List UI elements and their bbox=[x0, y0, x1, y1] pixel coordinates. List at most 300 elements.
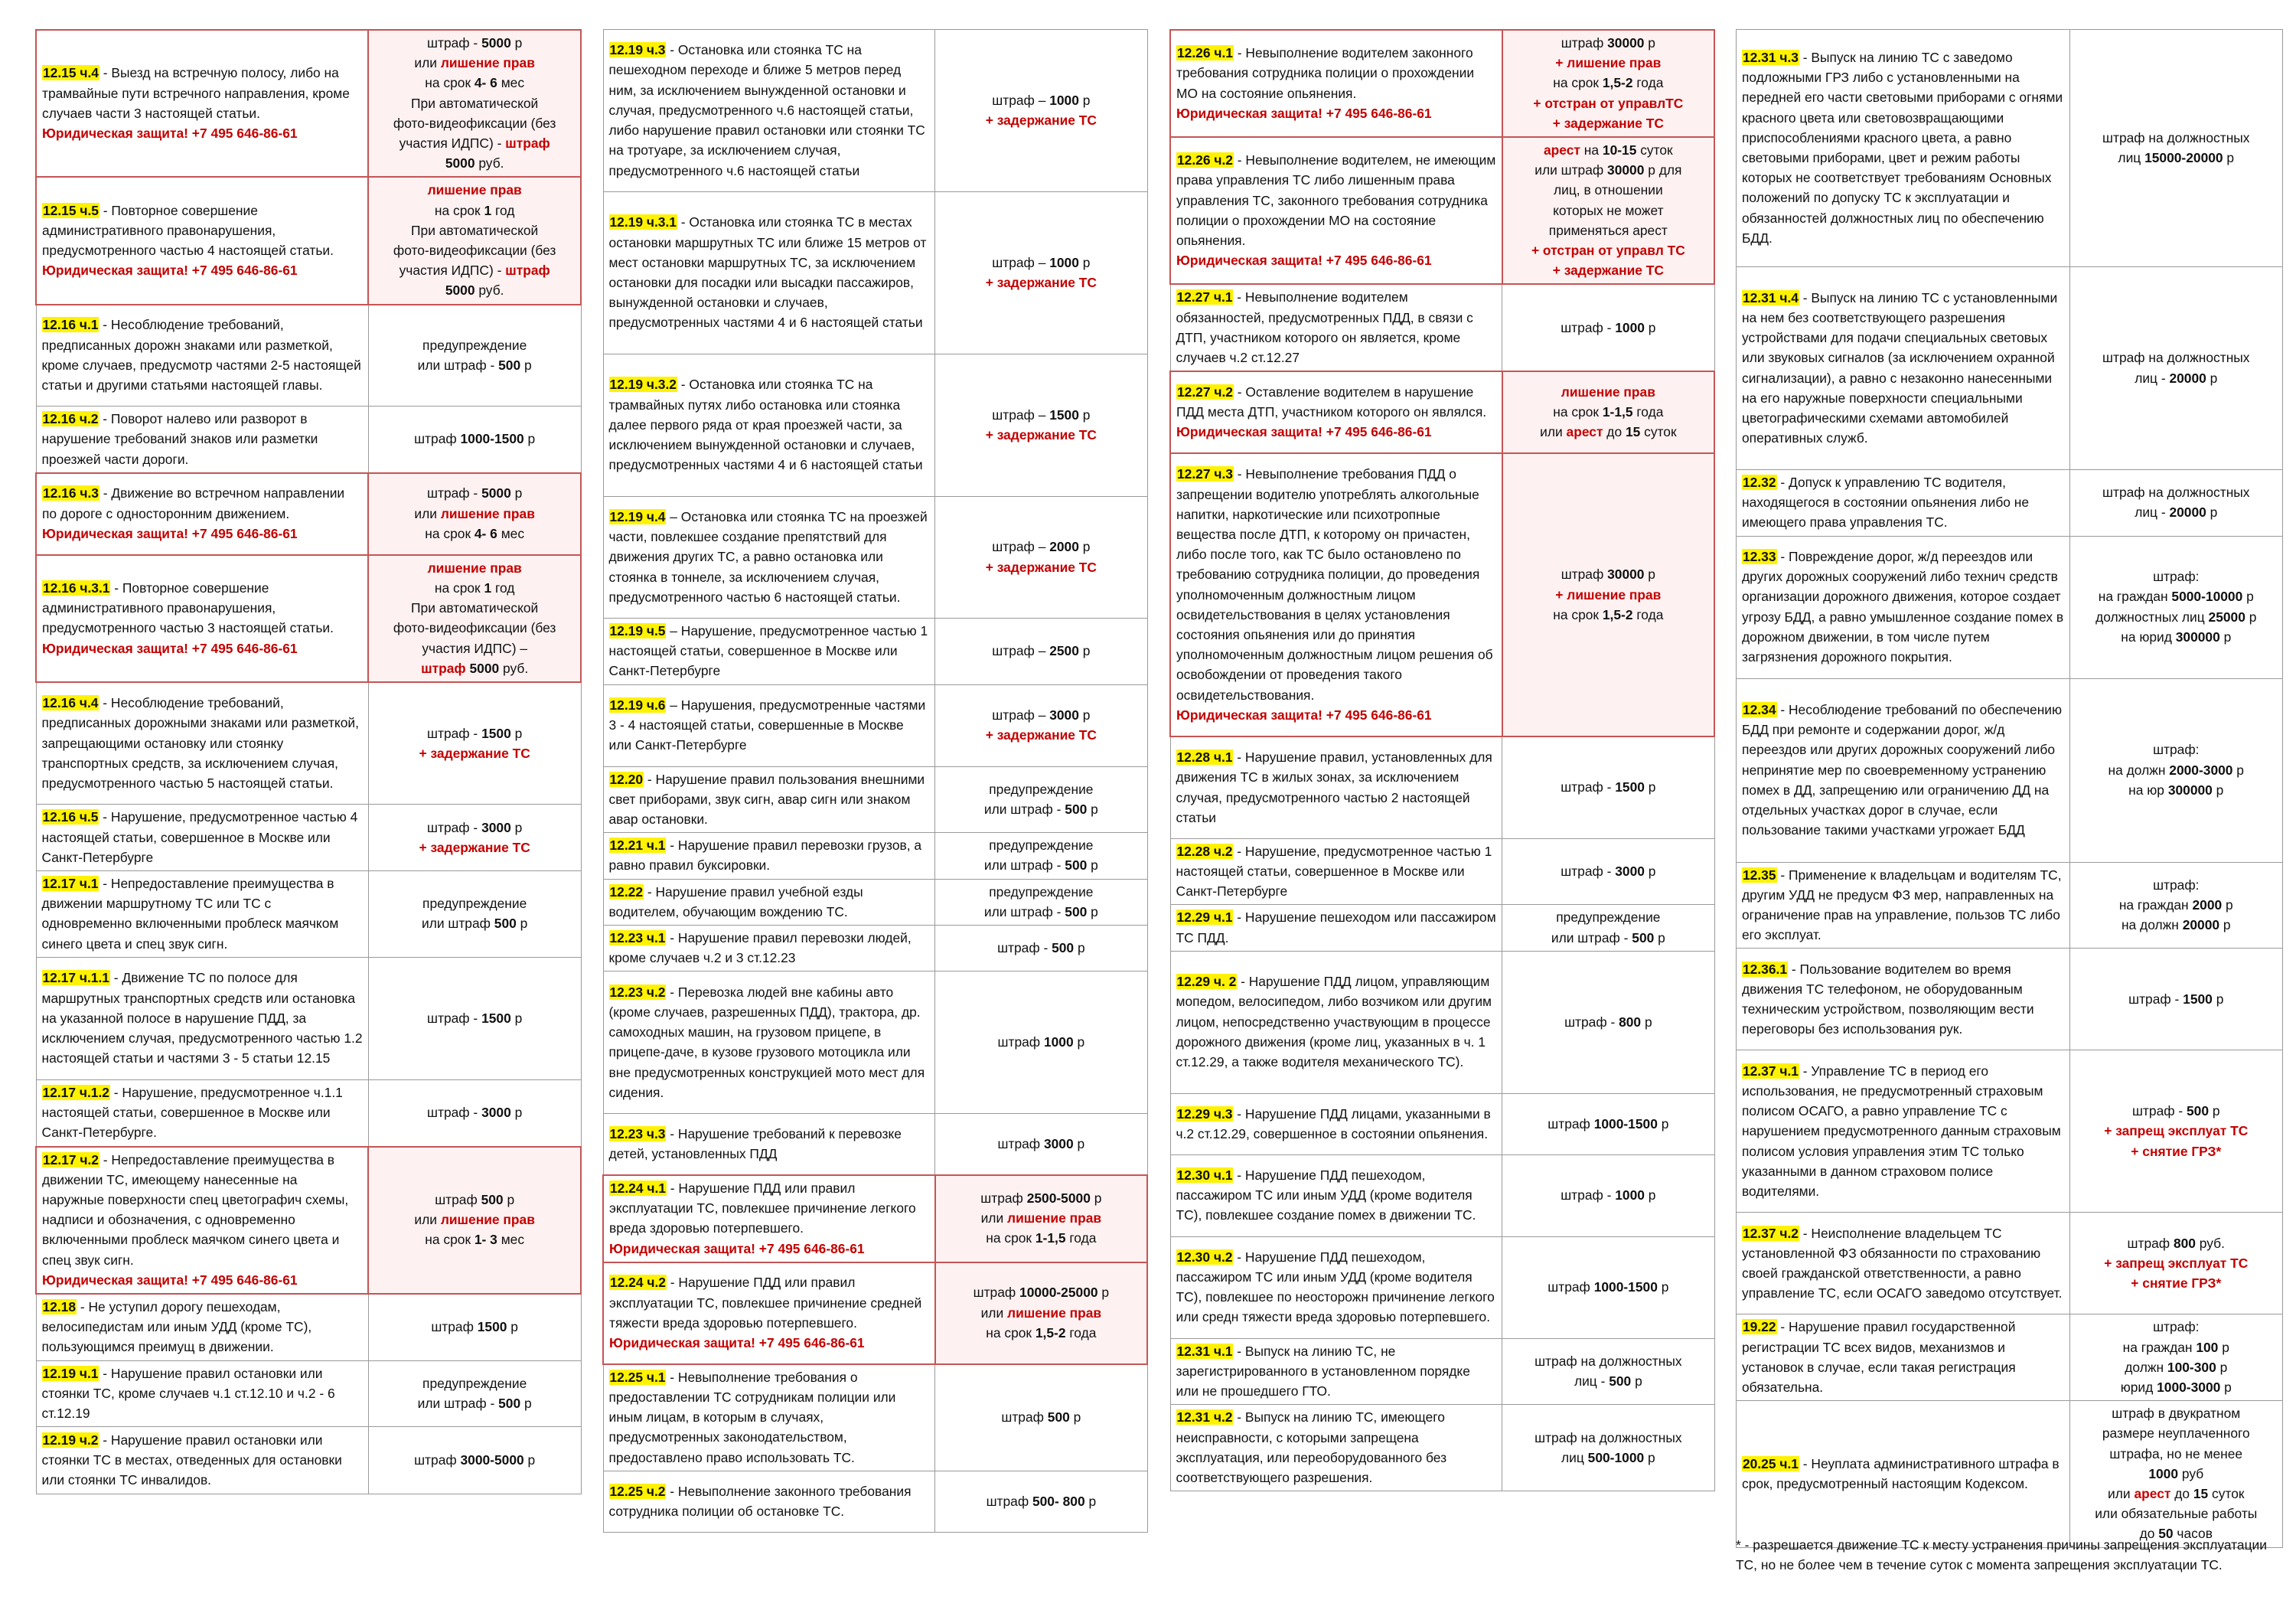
penalty-text: юрид bbox=[2120, 1380, 2157, 1396]
article-number: 12.30 ч.2 bbox=[1176, 1249, 1233, 1265]
penalty-line bbox=[374, 113, 575, 133]
table-row bbox=[1170, 905, 1714, 951]
article-number: 12.24 ч.2 bbox=[610, 1275, 666, 1291]
penalty-text: на срок bbox=[986, 1324, 1035, 1341]
article-text: - Нарушение правил государственной регистрации ТС всех видов, механизмов и установок в случае, если такая регистрация обязательна. bbox=[1742, 1319, 2016, 1396]
penalty-text: мес bbox=[497, 75, 525, 91]
penalty-text: р bbox=[1644, 35, 1655, 51]
article-text: – Остановка или стоянка ТС на проезжей части, повлекшее создание препятствий для движения других ТС, а равно остановка или стоянка в тоннеле, за исключением случая, предусмотренного частью 6 настоящей статьи. bbox=[608, 508, 928, 605]
article-description-cell bbox=[603, 972, 935, 1114]
article-description-cell bbox=[1170, 371, 1502, 453]
penalty-cell bbox=[368, 1147, 581, 1294]
penalty-line bbox=[941, 938, 1141, 958]
article-text: - Нарушение правил остановки или стоянки ТС, кроме случаев ч.1 ст.12.10 и ч.2 - 6 ст.12.19 bbox=[41, 1365, 335, 1421]
penalty-line bbox=[1508, 585, 1708, 605]
table-row bbox=[603, 30, 1147, 192]
article-text: - Нарушение ПДД лицами, указанными в ч.2 ст.12.29, совершенное в состоянии опьянения. bbox=[1176, 1105, 1491, 1141]
article-number: 12.17 ч.2 bbox=[43, 1151, 99, 1167]
article-number: 12.35 bbox=[1743, 867, 1776, 883]
penalty-text: р bbox=[1644, 567, 1655, 583]
penalty-text: штраф - bbox=[1561, 779, 1616, 795]
penalty-cell bbox=[935, 833, 1147, 879]
penalty-line bbox=[2076, 760, 2277, 780]
article-text: - Выпуск на линию ТС, не зарегистрированного в установленном порядке или не прошедшего ГТО. bbox=[1176, 1343, 1470, 1399]
penalty-amount: 500 bbox=[481, 1191, 504, 1207]
penalty-text: штраф - bbox=[427, 1010, 482, 1026]
penalty-text: штраф bbox=[1001, 1409, 1048, 1425]
penalty-amount: 20000 bbox=[2169, 505, 2206, 521]
penalty-amount: 3000 bbox=[1043, 1136, 1074, 1152]
penalty-text: на срок bbox=[1553, 404, 1603, 420]
article-text: - Нарушение правил перевозки людей, кроме случаев ч.2 и 3 ст.12.23 bbox=[608, 930, 912, 966]
penalty-text: р bbox=[2222, 896, 2233, 913]
table-row bbox=[603, 1114, 1147, 1175]
article-text: - Выпуск на линию ТС с заведомо подложными ГРЗ либо с установленными на передней его части световыми приборами с огнями красного цвета или световозвращающими приспособлениями красного цвета, а равно световыми приборами, цвет и режим работы которых не соответствует требованиям Основных положений по допуску ТС к эксплуатации и обязанностей должностных лиц по обеспечению БДД. bbox=[1742, 49, 2063, 246]
penalty-line bbox=[2076, 1121, 2277, 1141]
penalty-text: штраф на должностных bbox=[2102, 129, 2250, 145]
article-description-cell bbox=[36, 177, 368, 304]
table-row bbox=[1737, 30, 2283, 267]
penalty-text: мес bbox=[497, 1232, 525, 1248]
penalty-text: р bbox=[510, 485, 523, 501]
legal-contact: Юридическая защита! +7 495 646-86-61 bbox=[1176, 253, 1432, 269]
penalty-amount: 500-1000 bbox=[1587, 1449, 1645, 1465]
penalty-text: штраф bbox=[1561, 567, 1608, 583]
article-description-cell bbox=[1737, 470, 2070, 537]
table-row bbox=[1170, 453, 1714, 736]
article-number: 12.16 ч.2 bbox=[42, 411, 99, 427]
penalty-cell bbox=[368, 805, 581, 871]
legal-contact: Юридическая защита! +7 495 646-86-61 bbox=[42, 125, 298, 141]
table-row bbox=[603, 1262, 1147, 1364]
article-text: - Выпуск на линию ТС, имеющего неисправности, с которыми запрещена эксплуатация, или переоборудованного без соответствующего разрешения. bbox=[1176, 1409, 1447, 1485]
legal-contact: Юридическая защита! +7 495 646-86-61 bbox=[609, 1240, 865, 1256]
penalty-amount: 5000 bbox=[481, 35, 511, 51]
article-description-cell bbox=[1170, 838, 1502, 905]
article-text: - Выпуск на линию ТС с установленными на нем без соответствующего разрешения устройствами для подачи специальных световых или звуковых сигналов (за исключением охранной сигнализации), а равно с незаконно нанесенными на его наружные поверхности специальными цветографическими схемами автомобилей оперативных служб. bbox=[1742, 289, 2058, 446]
penalty-sanction: + отстран от управлТС bbox=[1533, 95, 1684, 111]
footnote: * - разрешается движение ТС к месту устранения причины запрещения эксплуатации ТС, но не более чем в течение суток с момента запрещения эксплуатации ТС. bbox=[1736, 1537, 2267, 1572]
table-row bbox=[1737, 267, 2283, 470]
penalty-text: р bbox=[1087, 857, 1098, 874]
penalty-cell bbox=[1502, 1405, 1714, 1491]
penalty-line bbox=[2076, 1253, 2277, 1273]
penalty-sanction: лишение прав bbox=[1561, 384, 1655, 400]
penalty-text: р bbox=[1657, 1279, 1669, 1295]
penalty-cell bbox=[2069, 1213, 2282, 1314]
penalty-text: фото-видеофиксации (без bbox=[393, 243, 556, 259]
legal-contact: Юридическая защита! +7 495 646-86-61 bbox=[1176, 707, 1432, 723]
penalty-text: р bbox=[1078, 254, 1091, 270]
table-row bbox=[1737, 1213, 2283, 1314]
penalty-line bbox=[2076, 1101, 2277, 1121]
penalty-text: года bbox=[1632, 404, 1664, 420]
penalty-line bbox=[2076, 1504, 2277, 1523]
article-description-cell bbox=[1737, 1314, 2070, 1401]
penalty-line bbox=[1508, 240, 1708, 260]
penalty-cell bbox=[935, 1471, 1147, 1532]
penalty-text: р bbox=[1087, 903, 1098, 919]
penalty-text: р для bbox=[1644, 162, 1682, 178]
penalty-line bbox=[941, 705, 1141, 725]
penalty-text: руб. bbox=[2195, 1235, 2225, 1251]
penalty-sanction: + задержание ТС bbox=[985, 275, 1097, 290]
table-row bbox=[1737, 536, 2283, 678]
penalty-line bbox=[941, 1282, 1141, 1302]
penalty-cell bbox=[368, 871, 581, 958]
penalty-text: р bbox=[2245, 609, 2257, 625]
penalty-text: р bbox=[1078, 539, 1091, 555]
penalty-line bbox=[1508, 907, 1708, 927]
penalty-amount: 1-1,5 bbox=[1035, 1230, 1066, 1246]
penalty-line bbox=[374, 558, 575, 578]
penalty-amount: 1- 3 bbox=[474, 1232, 497, 1248]
article-description-cell bbox=[1170, 137, 1502, 284]
column-2 bbox=[602, 29, 1148, 1533]
article-text: - Непредоставление преимущества в движении маршрутному ТС или ТС с одновременно включенными проблеск маячком синего цвета и спец звук сигн. bbox=[41, 876, 339, 952]
article-description-cell bbox=[1170, 951, 1502, 1093]
penalty-text: штраф – bbox=[992, 407, 1050, 423]
article-text: - Остановка или стоянка ТС на пешеходном переходе и ближе 5 метров перед ним, за исключением вынужденной остановки и случая, предусмотренного ч.6 настоящей статьи, либо нарушение правил остановки или стоянки ТС на тротуаре, за исключением случая, предусмотренного ч.6 настоящей статьи bbox=[608, 42, 925, 178]
table-row bbox=[603, 926, 1147, 972]
article-description-cell bbox=[36, 871, 368, 958]
penalty-line bbox=[941, 1228, 1141, 1248]
article-description-cell bbox=[36, 1427, 368, 1494]
penalty-line bbox=[1508, 201, 1708, 220]
article-text: - Нарушение правил перевозки грузов, а равно правил буксировки. bbox=[608, 838, 922, 874]
table-row bbox=[1170, 838, 1714, 905]
penalty-text: штрафа, но не менее bbox=[2109, 1445, 2243, 1461]
penalty-text: на срок bbox=[434, 580, 484, 596]
penalty-text: штраф - bbox=[1561, 319, 1616, 335]
penalty-line bbox=[2076, 1444, 2277, 1464]
penalty-text: штраф bbox=[1548, 1115, 1594, 1132]
penalty-cell bbox=[1502, 30, 1714, 137]
penalty-amount: 2500 bbox=[1049, 643, 1079, 659]
penalty-text: на срок bbox=[1553, 606, 1603, 622]
article-text: - Невыполнение водителем обязанностей, предусмотренных ПДД, в связи с ДТП, участником которого он является, кроме случаев ч.2 ст.12.27 bbox=[1176, 289, 1473, 366]
penalty-amount: 1500 bbox=[2183, 991, 2213, 1007]
article-text: - Нарушение правил учебной езды водителем, обучающим вождению ТС. bbox=[608, 883, 863, 919]
penalty-amount: 1,5-2 bbox=[1035, 1324, 1066, 1341]
penalty-line bbox=[2076, 502, 2277, 522]
penalty-amount: 800 bbox=[1619, 1014, 1642, 1030]
penalty-line bbox=[2076, 482, 2277, 502]
article-text: - Нарушение ПДД или правил эксплуатации ТС, повлекшее причинение средней тяжести вреда здоровью потерпевшего. bbox=[609, 1275, 922, 1331]
penalty-text: на срок bbox=[1553, 75, 1603, 91]
table-row bbox=[603, 972, 1147, 1114]
penalty-text: или bbox=[414, 55, 441, 71]
penalty-line bbox=[2076, 1423, 2277, 1443]
penalty-line bbox=[1508, 260, 1708, 280]
penalty-amount: 5000 bbox=[445, 155, 475, 171]
penalty-sanction: + задержание ТС bbox=[419, 745, 530, 761]
article-number: 12.23 ч.1 bbox=[609, 930, 666, 946]
penalty-line bbox=[941, 799, 1141, 819]
penalty-text: штраф – bbox=[992, 539, 1050, 555]
article-description-cell bbox=[36, 473, 368, 555]
penalty-text: штраф: bbox=[2153, 569, 2200, 585]
article-number: 12.16 ч.5 bbox=[42, 809, 99, 825]
article-number: 12.32 bbox=[1743, 475, 1776, 490]
penalty-text: применяться арест bbox=[1548, 222, 1668, 238]
penalty-text: р bbox=[1078, 92, 1091, 108]
article-number: 12.31 ч.1 bbox=[1176, 1343, 1233, 1359]
penalty-text: на граждан bbox=[2122, 1339, 2197, 1355]
article-text: - Невыполнение требования о предоставлении ТС сотрудникам полиции или иным лицам, в которым в случаях, предусмотренных законодательством, предоставлено право использовать ТС. bbox=[608, 1369, 896, 1465]
penalty-text: на юр bbox=[2128, 782, 2168, 798]
penalty-text: р bbox=[1069, 1409, 1081, 1425]
penalty-text: штраф bbox=[973, 1285, 1020, 1301]
penalty-line bbox=[941, 273, 1141, 292]
penalty-line bbox=[1508, 382, 1708, 402]
penalty-line bbox=[941, 902, 1141, 922]
penalty-amount: 500 bbox=[498, 1395, 521, 1411]
article-description-cell bbox=[1170, 1405, 1502, 1491]
table-row bbox=[1737, 949, 2283, 1050]
penalty-amount: 1000-1500 bbox=[1593, 1279, 1658, 1295]
penalty-sanction: штраф bbox=[421, 660, 470, 676]
penalty-line bbox=[1508, 1185, 1708, 1205]
penalty-line bbox=[2076, 627, 2277, 647]
penalty-text: штраф bbox=[1561, 35, 1608, 51]
penalty-line bbox=[1508, 1277, 1708, 1297]
penalty-text: р bbox=[1631, 1373, 1642, 1390]
penalty-text: до bbox=[2170, 1486, 2193, 1502]
penalty-text: предупреждение bbox=[422, 1375, 527, 1391]
penalty-line bbox=[2076, 1357, 2277, 1377]
article-text: – Нарушения, предусмотренные частями 3 - 4 настоящей статьи, совершенные в Москве или Санкт-Петербурге bbox=[608, 697, 926, 753]
penalty-line bbox=[1508, 1114, 1708, 1134]
penalty-amount: 1000-1500 bbox=[460, 431, 524, 447]
article-number: 12.19 ч.5 bbox=[609, 623, 666, 638]
penalty-text: предупреждение bbox=[989, 781, 1094, 797]
article-number: 12.33 bbox=[1743, 549, 1776, 564]
article-description-cell bbox=[1737, 536, 2070, 678]
article-text: - Нарушение, предусмотренное частью 1 настоящей статьи, совершенное в Москве или Санкт-Петербурге bbox=[1176, 843, 1492, 900]
article-description-cell bbox=[36, 305, 368, 407]
table-row bbox=[1170, 30, 1714, 137]
article-description-cell bbox=[1737, 1401, 2070, 1547]
penalty-text: лиц - bbox=[2135, 370, 2170, 386]
penalty-text: При автоматической bbox=[411, 95, 539, 111]
penalty-amount: 500 bbox=[494, 916, 517, 932]
table-row bbox=[1737, 470, 2283, 537]
penalty-text: штраф: bbox=[2153, 1319, 2200, 1335]
penalty-text: р bbox=[1090, 1190, 1102, 1207]
penalty-amount: 10-15 bbox=[1602, 142, 1637, 158]
penalty-line bbox=[1508, 402, 1708, 422]
table-row bbox=[1170, 1154, 1714, 1236]
penalty-sanction: + задержание ТС bbox=[1552, 263, 1664, 279]
penalty-text: на bbox=[1580, 142, 1603, 158]
article-number: 12.19 ч.1 bbox=[42, 1365, 99, 1381]
penalty-text: р bbox=[2218, 1339, 2229, 1355]
penalty-text: участия ИДПС) - bbox=[399, 263, 506, 279]
penalty-amount: 500 bbox=[1632, 929, 1655, 945]
article-number: 12.30 ч.1 bbox=[1176, 1167, 1233, 1183]
penalty-line bbox=[941, 1032, 1141, 1052]
penalty-text: на срок bbox=[425, 1232, 475, 1248]
table-row bbox=[603, 1175, 1147, 1262]
legal-contact: Юридическая защита! +7 495 646-86-61 bbox=[1176, 424, 1432, 440]
table-row bbox=[1170, 371, 1714, 453]
penalty-line bbox=[2076, 1273, 2277, 1293]
penalty-cell bbox=[2069, 1050, 2282, 1213]
article-text: - Нарушение ПДД пешеходом, пассажиром ТС или иным УДД (кроме водителя ТС), повлекшее создание помех в движении ТС. bbox=[1176, 1167, 1476, 1223]
penalty-text: р bbox=[1644, 863, 1656, 879]
penalty-line bbox=[941, 110, 1141, 130]
penalty-line bbox=[1508, 160, 1708, 180]
penalty-amount: 500 bbox=[1065, 903, 1088, 919]
penalty-text: При автоматической bbox=[411, 222, 539, 238]
penalty-text: р bbox=[1654, 929, 1665, 945]
penalty-amount: 30000 bbox=[1607, 35, 1645, 51]
penalty-text: р bbox=[1087, 801, 1098, 817]
penalty-sanction: + задержание ТС bbox=[985, 427, 1097, 442]
article-description-cell bbox=[603, 1364, 935, 1471]
penalty-cell bbox=[935, 354, 1147, 497]
penalty-text: которых не может bbox=[1553, 202, 1664, 218]
article-text: - Невыполнение водителем, не имеющим права управления ТС либо лишенным права управления ТС, законного требования сотрудника полиции о прохождении МО на состояние опьянения. bbox=[1176, 152, 1496, 248]
article-description-cell bbox=[36, 805, 368, 871]
penalty-amount: 50 bbox=[2158, 1526, 2174, 1542]
penalty-text: лиц, в отношении bbox=[1553, 182, 1663, 198]
legal-contact: Юридическая защита! +7 495 646-86-61 bbox=[42, 1272, 298, 1288]
penalty-text: до bbox=[1603, 424, 1626, 440]
penalty-line bbox=[2076, 1141, 2277, 1161]
table-row bbox=[36, 1427, 581, 1494]
penalty-line bbox=[1508, 928, 1708, 948]
article-number: 12.29 ч. 2 bbox=[1176, 974, 1237, 990]
penalty-cell bbox=[1502, 905, 1714, 951]
penalty-text: р bbox=[1657, 1115, 1669, 1132]
penalty-text: лиц - bbox=[1574, 1373, 1609, 1390]
penalty-text: размере неуплаченного bbox=[2102, 1425, 2250, 1442]
penalty-amount: 20000 bbox=[2182, 917, 2220, 933]
penalty-amount: 300000 bbox=[2167, 782, 2213, 798]
penalty-text: или bbox=[414, 505, 441, 521]
article-description-cell bbox=[36, 555, 368, 682]
article-number: 12.31 ч.3 bbox=[1743, 49, 1799, 65]
penalty-cell bbox=[2069, 862, 2282, 949]
article-number: 12.26 ч.2 bbox=[1177, 152, 1233, 168]
table-row bbox=[603, 497, 1147, 619]
article-text: - Нарушение, предусмотренное частью 4 настоящей статьи, совершенное в Москве или Санкт-Петербурге bbox=[41, 809, 358, 865]
penalty-line bbox=[1508, 861, 1708, 881]
penalty-text: р bbox=[2219, 629, 2232, 645]
article-text: - Нарушение ПДД пешеходом, пассажиром ТС или иным УДД (кроме водителя ТС), повлекшее по неосторожн причинение легкого или средн тяжести вреда здоровью потерпевшего. bbox=[1176, 1249, 1495, 1325]
article-description-cell bbox=[603, 879, 935, 925]
penalty-cell bbox=[368, 957, 581, 1079]
penalty-line bbox=[2076, 348, 2277, 367]
fines-table-1 bbox=[35, 29, 582, 1494]
article-number: 12.25 ч.2 bbox=[609, 1483, 666, 1499]
table-row bbox=[36, 1360, 581, 1427]
penalty-line bbox=[374, 1210, 575, 1229]
penalty-line bbox=[1508, 140, 1708, 160]
penalty-text: руб. bbox=[499, 660, 529, 676]
penalty-line bbox=[941, 1188, 1141, 1208]
penalty-cell bbox=[1502, 137, 1714, 284]
penalty-amount: 5000 bbox=[481, 485, 511, 501]
penalty-sanction: арест bbox=[1544, 142, 1580, 158]
table-row bbox=[1737, 1050, 2283, 1213]
penalty-text: на должн bbox=[2121, 917, 2183, 933]
penalty-text: предупреждение bbox=[422, 896, 527, 912]
penalty-line bbox=[2076, 1403, 2277, 1423]
penalty-text: штраф - bbox=[427, 485, 482, 501]
penalty-text: штраф bbox=[997, 1034, 1044, 1050]
penalty-text: р bbox=[2219, 917, 2231, 933]
article-description-cell bbox=[603, 619, 935, 685]
penalty-line bbox=[374, 723, 576, 743]
penalty-text: р bbox=[523, 1452, 536, 1468]
article-text: - Оставление водителем в нарушение ПДД места ДТП, участником которого он являлся. bbox=[1176, 384, 1487, 420]
penalty-cell bbox=[1502, 838, 1714, 905]
article-description-cell bbox=[603, 833, 935, 879]
table-row bbox=[1170, 1093, 1714, 1154]
table-row bbox=[1170, 951, 1714, 1093]
penalty-line bbox=[941, 1134, 1141, 1154]
article-number: 12.26 ч.1 bbox=[1177, 45, 1233, 61]
penalty-line bbox=[374, 133, 575, 153]
penalty-line bbox=[374, 240, 575, 260]
penalty-amount: 1500 bbox=[1615, 779, 1645, 795]
penalty-text: предупреждение bbox=[989, 883, 1094, 900]
penalty-sanction: + запрещ эксплуат ТС bbox=[2104, 1123, 2249, 1139]
penalty-text: год bbox=[491, 202, 515, 218]
penalty-cell bbox=[368, 1294, 581, 1360]
penalty-sanction: + задержание ТС bbox=[1552, 115, 1664, 131]
penalty-amount: 800 bbox=[2173, 1235, 2196, 1251]
article-description-cell bbox=[1170, 1154, 1502, 1236]
penalty-cell bbox=[2069, 267, 2282, 470]
penalty-line bbox=[941, 641, 1141, 661]
table-row bbox=[36, 30, 581, 177]
penalty-text: мес bbox=[497, 525, 525, 541]
penalty-text: р bbox=[510, 1105, 523, 1121]
article-number: 12.17 ч.1.1 bbox=[42, 970, 109, 986]
penalty-amount: 2000 bbox=[2192, 896, 2223, 913]
penalty-text: участия ИДПС) - bbox=[399, 136, 506, 152]
penalty-text: фото-видеофиксации (без bbox=[393, 115, 556, 131]
article-number: 20.25 ч.1 bbox=[1743, 1455, 1799, 1471]
penalty-line bbox=[941, 855, 1141, 875]
article-description-cell bbox=[1170, 905, 1502, 951]
penalty-text: до bbox=[2139, 1526, 2159, 1542]
penalty-text: штраф bbox=[2127, 1235, 2174, 1251]
penalty-line bbox=[374, 638, 575, 658]
penalty-line bbox=[1508, 1012, 1708, 1032]
article-number: 19.22 bbox=[1743, 1319, 1776, 1335]
penalty-text: штраф – bbox=[992, 254, 1050, 270]
penalty-text: штраф bbox=[414, 431, 461, 447]
table-row bbox=[603, 192, 1147, 354]
penalty-text: р bbox=[1644, 1449, 1655, 1465]
penalty-line bbox=[374, 578, 575, 598]
penalty-cell bbox=[2069, 1401, 2282, 1547]
penalty-sanction: + запрещ эксплуат ТС bbox=[2104, 1255, 2249, 1271]
penalty-line bbox=[941, 537, 1141, 557]
article-text: - Нарушение ПДД или правил эксплуатации ТС, повлекшее причинение легкого вреда здоровью потерпевшего. bbox=[609, 1180, 916, 1236]
penalty-sanction: + лишение прав bbox=[1555, 586, 1662, 603]
article-description-cell bbox=[36, 682, 368, 805]
penalty-text: руб. bbox=[475, 155, 504, 171]
table-row bbox=[1737, 862, 2283, 949]
article-number: 12.19 ч.3 bbox=[609, 42, 666, 58]
table-row bbox=[36, 1079, 581, 1146]
